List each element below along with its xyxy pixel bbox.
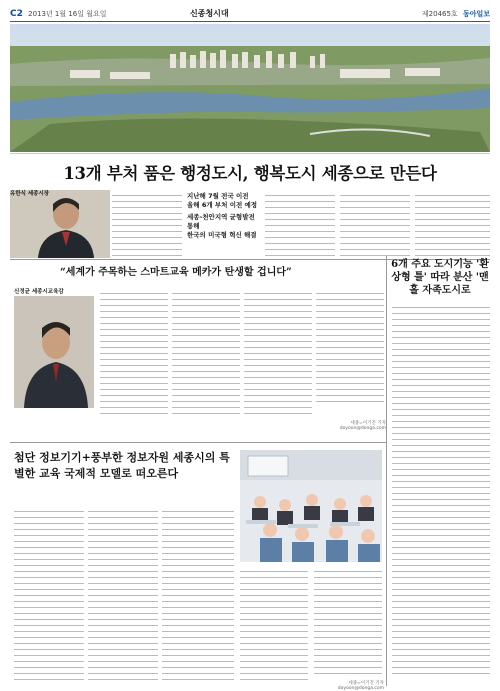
interview2-body-col1 bbox=[100, 290, 168, 418]
interview1-body-col1 bbox=[112, 192, 182, 258]
mayor-name-label: 유한식 세종시장 bbox=[10, 191, 50, 197]
section2-body-col3 bbox=[162, 508, 234, 688]
interview1-body-col5 bbox=[415, 192, 490, 258]
header-left bbox=[10, 9, 107, 19]
section-divider-2 bbox=[10, 442, 386, 443]
subhead-2: 올해 6개 부처 이전 예정 bbox=[187, 201, 258, 209]
superintendent-name-label: 신정균 세종시교육감 bbox=[14, 289, 64, 295]
interview1-subheads bbox=[187, 192, 259, 240]
interview2-byline: 세종=이기진 기자 doyoon@donga.com bbox=[339, 421, 386, 431]
brand-name: 동아일보 bbox=[462, 10, 490, 18]
section-name: 신종청시대 bbox=[190, 9, 229, 18]
section2-body-col2 bbox=[88, 508, 158, 688]
page-number: C2 bbox=[10, 9, 23, 19]
aerial-city-illustration bbox=[10, 24, 490, 152]
paper-number: 제20465호 bbox=[421, 10, 458, 18]
subhead-3: 세종-천안지역 균형발전 통해 bbox=[187, 213, 255, 230]
header-right bbox=[422, 9, 490, 19]
main-headline: 13개 부처 품은 행정도시, 행복도시 세종으로 만든다 bbox=[63, 164, 437, 183]
interview2-body-col4 bbox=[316, 290, 384, 418]
aerial-city-photo bbox=[10, 24, 490, 152]
superintendent-portrait bbox=[14, 296, 94, 408]
classroom-photo bbox=[240, 450, 382, 562]
sidebox-divider bbox=[386, 256, 387, 686]
header-rule bbox=[10, 21, 490, 22]
interview1-body-col4 bbox=[340, 192, 410, 258]
sidebox-title: 6개 주요 도시기능 '환상형 틀' 따라 분산 '맨홀 자족도시로 bbox=[391, 259, 489, 296]
section2-headline: 첨단 정보기기+풍부한 정보자원 세종시의 특별한 교육 국제적 모델로 떠오른다 bbox=[14, 451, 230, 480]
mayor-portrait bbox=[10, 190, 110, 258]
issue-date: 2013년 1월 16일 월요일 bbox=[28, 10, 107, 18]
interview2-body-col3 bbox=[244, 290, 312, 418]
quote-headline: “세계가 주목하는 스마트교육 메카가 탄생할 겁니다” bbox=[60, 267, 292, 278]
section2-body-col4 bbox=[240, 568, 308, 686]
subhead-1: 지난해 7월 전국 이전 bbox=[187, 192, 249, 200]
interview2-body-col2 bbox=[172, 290, 240, 418]
section2-body-col5 bbox=[314, 568, 382, 678]
interview1-body-col3 bbox=[265, 192, 335, 258]
section2-body-col1 bbox=[14, 508, 84, 688]
page-header bbox=[10, 6, 490, 20]
subhead-4: 한국의 미국형 혁신 해결 bbox=[187, 231, 257, 239]
section2-byline: 세종=이기진 기자 doyoon@donga.com bbox=[337, 681, 384, 691]
sidebox-body bbox=[392, 304, 490, 686]
photo-divider bbox=[10, 153, 490, 154]
